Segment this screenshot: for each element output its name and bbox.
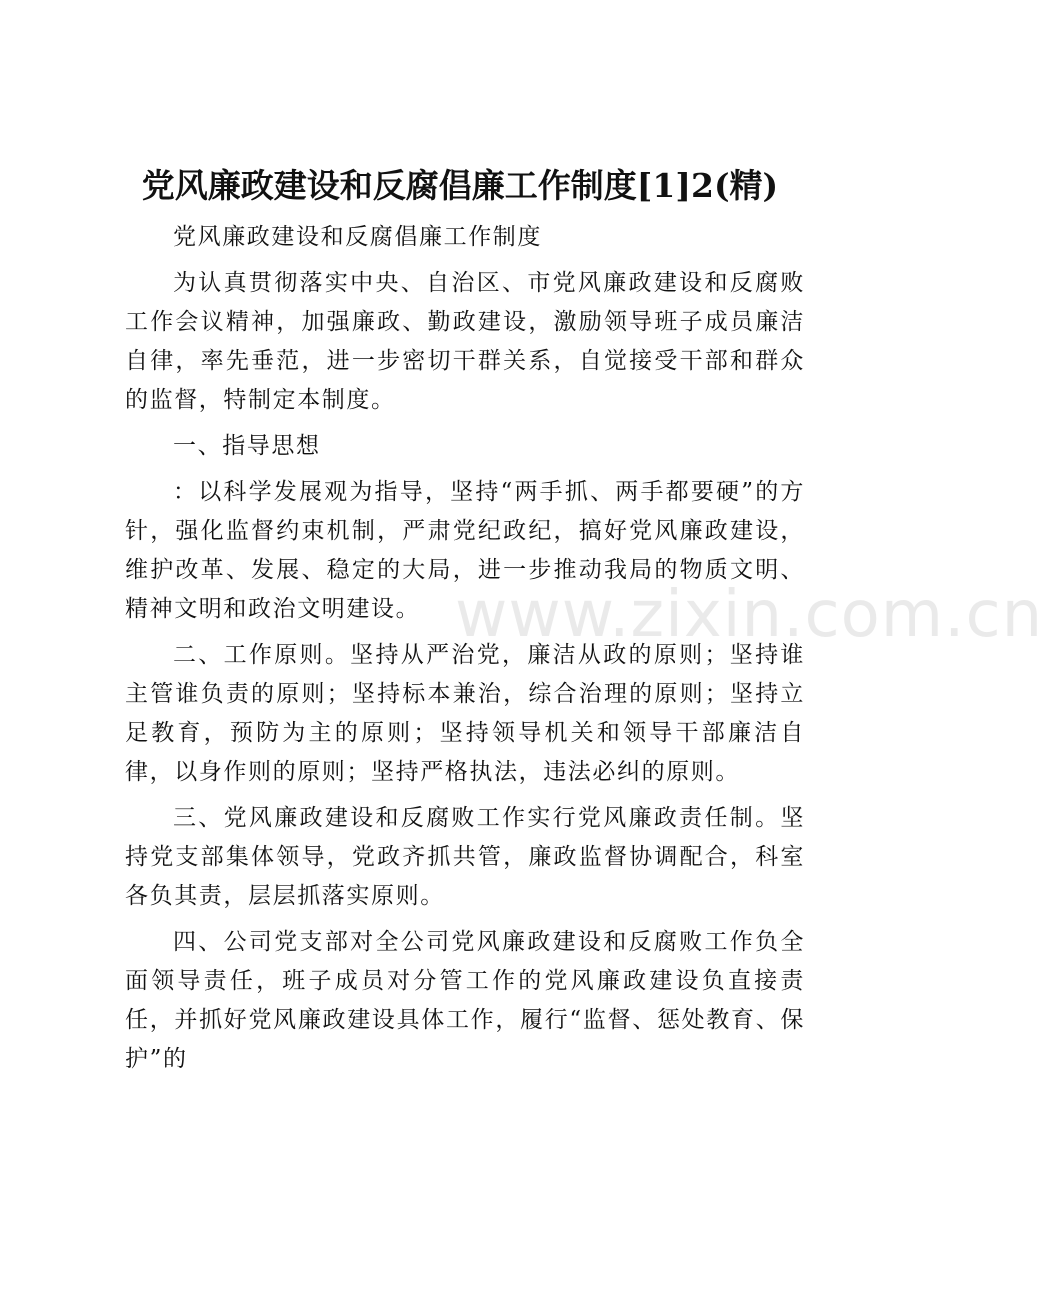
document-title: 党风廉政建设和反腐倡廉工作制度[1]2(精) [141, 166, 779, 205]
paragraph-guiding-ideology: ：以科学发展观为指导，坚持“两手抓、两手都要硬”的方针，强化监督约束机制，严肃党纪政纪，搞好党风廉政建设，维护改革、发展、稳定的大局，进一步推动我局的物质文明、精神文明和政治文明建设。 [125, 479, 805, 622]
document-body [125, 218, 805, 1086]
watermark: www.zixin.com.cn [455, 578, 1043, 652]
paragraph-heading-guiding-ideology: 一、指导思想 [173, 433, 321, 459]
paragraph-subtitle: 党风廉政建设和反腐倡廉工作制度 [173, 224, 542, 250]
paragraph-work-principles: 二、工作原则。坚持从严治党，廉洁从政的原则；坚持谁主管谁负责的原则；坚持标本兼治，综合治理的原则；坚持立足教育，预防为主的原则；坚持领导机关和领导干部廉洁自律，以身作则的原则；坚持严格执法，违法必纠的原则。 [125, 642, 805, 785]
paragraph-intro: 为认真贯彻落实中央、自治区、市党风廉政建设和反腐败工作会议精神，加强廉政、勤政建设，激励领导班子成员廉洁自律，率先垂范，进一步密切干群关系，自觉接受干部和群众的监督，特制定本制度。 [125, 270, 805, 413]
paragraph-party-branch-responsibility: 四、公司党支部对全公司党风廉政建设和反腐败工作负全面领导责任，班子成员对分管工作的党风廉政建设负直接责任，并抓好党风廉政建设具体工作，履行“监督、惩处教育、保护”的 [125, 929, 805, 1072]
paragraph-responsibility-system: 三、党风廉政建设和反腐败工作实行党风廉政责任制。坚持党支部集体领导，党政齐抓共管，廉政监督协调配合，科室各负其责，层层抓落实原则。 [125, 805, 805, 909]
